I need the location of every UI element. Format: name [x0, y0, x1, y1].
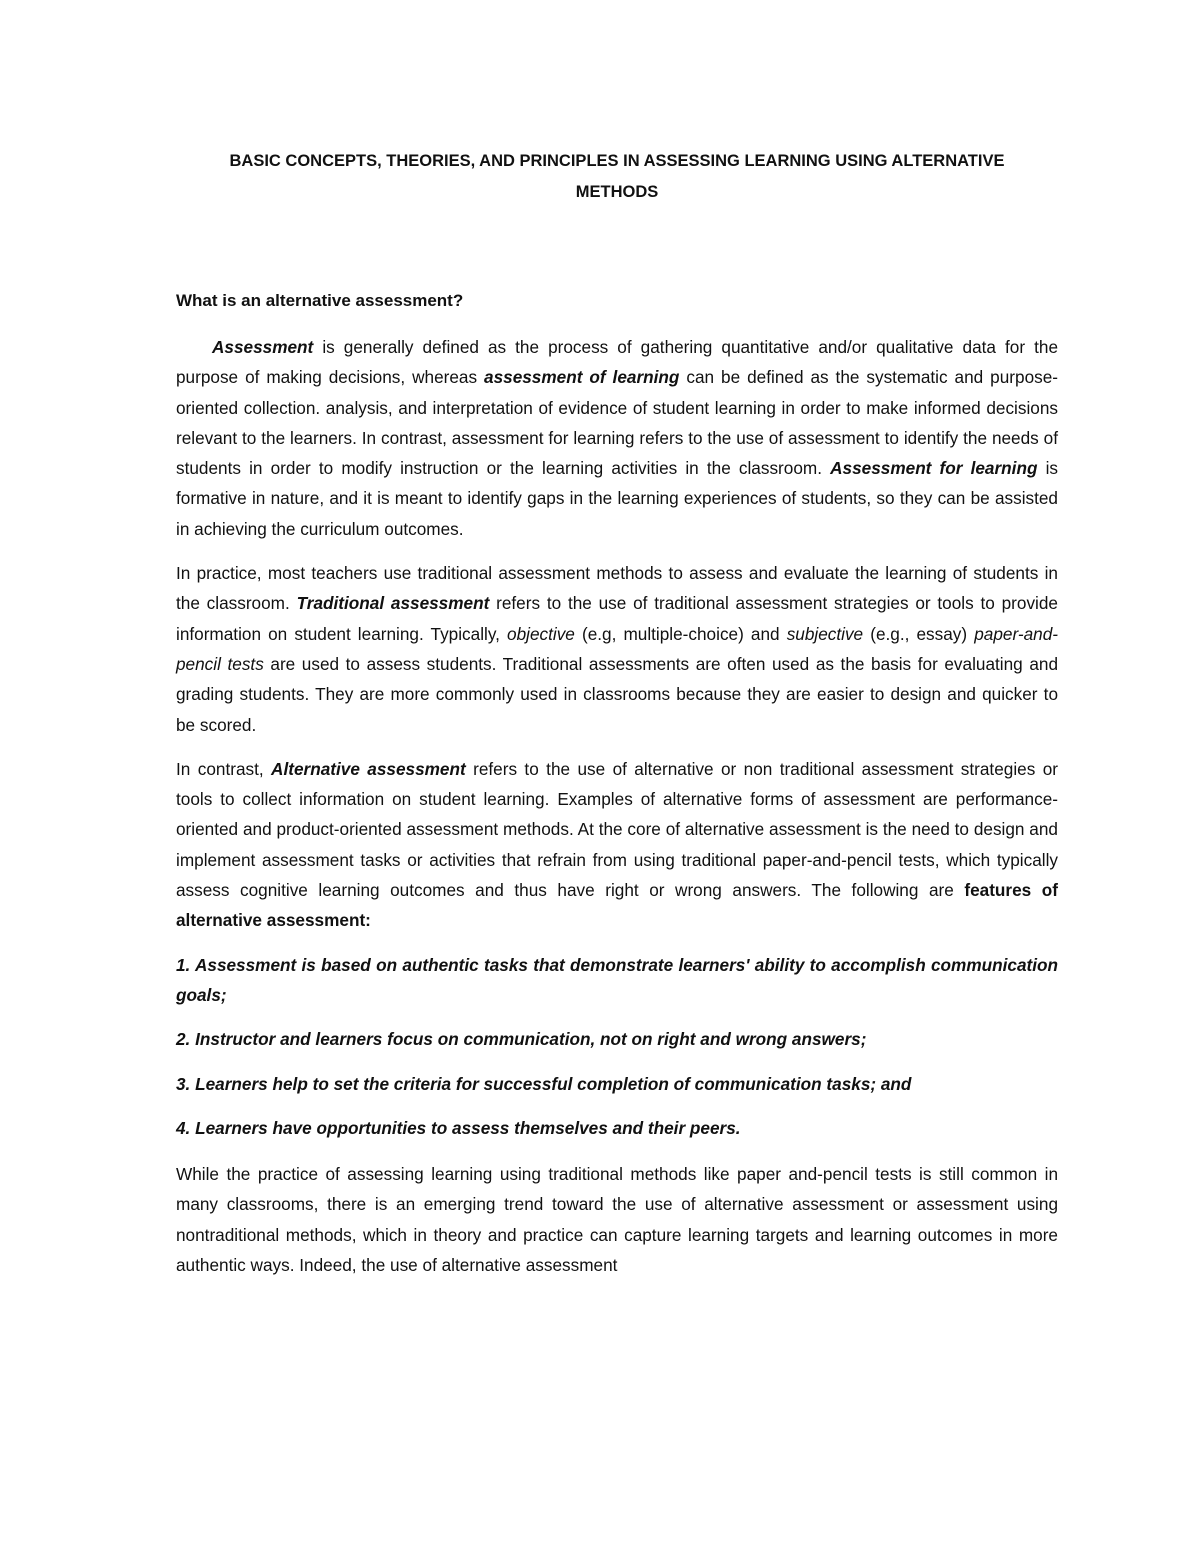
text-run: can be defined as the systematic and purpose-oriented collection. analysis, and interpretation of evidence of student learning in order to make informed decisions relevant to the learners. In contrast, assessment for learning refers to the use of assessment to identify the needs of students in order to modify instruction or the learning activities in the classroom.: [176, 367, 1059, 479]
text-run: are used to assess students. Traditional assessments are often used as the basis for evaluating and grading students. They are more commonly used in classrooms because they are easier to design and quicker to be scored.: [176, 653, 1058, 735]
text-run: refers to the use of traditional assessment strategies or tools to provide information on student learning. Typically,: [176, 593, 1058, 644]
term-assessment-of-learning: assessment of learning: [484, 367, 680, 388]
feature-item-3: 3. Learners help to set the criteria for successful completion of communication tasks; and: [176, 1073, 912, 1094]
title-line-2: METHODS: [575, 183, 659, 201]
paragraph-emerging-trend: While the practice of assessing learning using traditional methods like paper and-pencil tests is still common in many classrooms, there is an emerging trend toward the use of alternative assessment or assessment using nontraditional methods, which in theory and practice can capture learning targets and learning outcomes in more authentic ways. Indeed, the use of alternative assessment: [176, 1164, 1058, 1276]
document-title: [176, 146, 1058, 208]
text-run: is formative in nature, and it is meant to identify gaps in the learning experiences of students, so they can be assisted in achieving the curriculum outcomes.: [176, 458, 1059, 539]
text-run: (e.g, multiple-choice) and: [574, 623, 787, 644]
term-assessment: Assessment: [212, 337, 314, 357]
term-traditional-assessment: Traditional assessment: [296, 593, 490, 614]
text-run: is generally defined as the process of gathering quantitative and/or qualitative data for the purpose of making decisions, whereas: [176, 337, 1058, 388]
text-run: (e.g., essay): [863, 623, 975, 644]
term-features-of-alternative-assessment: features of alternative assessment:: [176, 880, 1058, 931]
paragraph-traditional-assessment: [176, 558, 1058, 740]
document-page: [176, 0, 1058, 1280]
term-objective: objective: [507, 623, 575, 644]
section-question-heading: What is an alternative assessment?: [176, 291, 464, 310]
text-run: refers to the use of alternative or non traditional assessment strategies or tools to collect information on student learning. Examples of alternative forms of assessment are performance-oriented and product-oriented assessment methods. At the core of alternative assessment is the need to design and implement assessment tasks or activities that refrain from using traditional paper-and-pencil tests, which typically assess cognitive learning outcomes and thus have right or wrong answers. The following are: [176, 758, 1058, 901]
term-paper-and-pencil-tests: paper-and-pencil tests: [176, 623, 1058, 674]
paragraph-assessment-definition: [176, 332, 1058, 544]
feature-item-4: 4. Learners have opportunities to assess themselves and their peers.: [176, 1117, 741, 1138]
term-subjective: subjective: [786, 623, 864, 644]
paragraph-alternative-assessment: [176, 754, 1058, 936]
title-line-1: BASIC CONCEPTS, THEORIES, AND PRINCIPLES IN ASSESSING LEARNING USING ALTERNATIVE: [229, 152, 1005, 170]
text-run: In practice, most teachers use traditional assessment methods to assess and evaluate the learning of students in the classroom.: [176, 563, 1058, 614]
text-run: In contrast,: [176, 758, 272, 779]
feature-item-2: 2. Instructor and learners focus on communication, not on right and wrong answers;: [176, 1029, 867, 1050]
term-assessment-for-learning: Assessment for learning: [830, 458, 1038, 479]
term-alternative-assessment: Alternative assessment: [271, 758, 466, 779]
feature-item-1: 1. Assessment is based on authentic tasks that demonstrate learners' ability to accomplish communication goals;: [176, 954, 1058, 1005]
